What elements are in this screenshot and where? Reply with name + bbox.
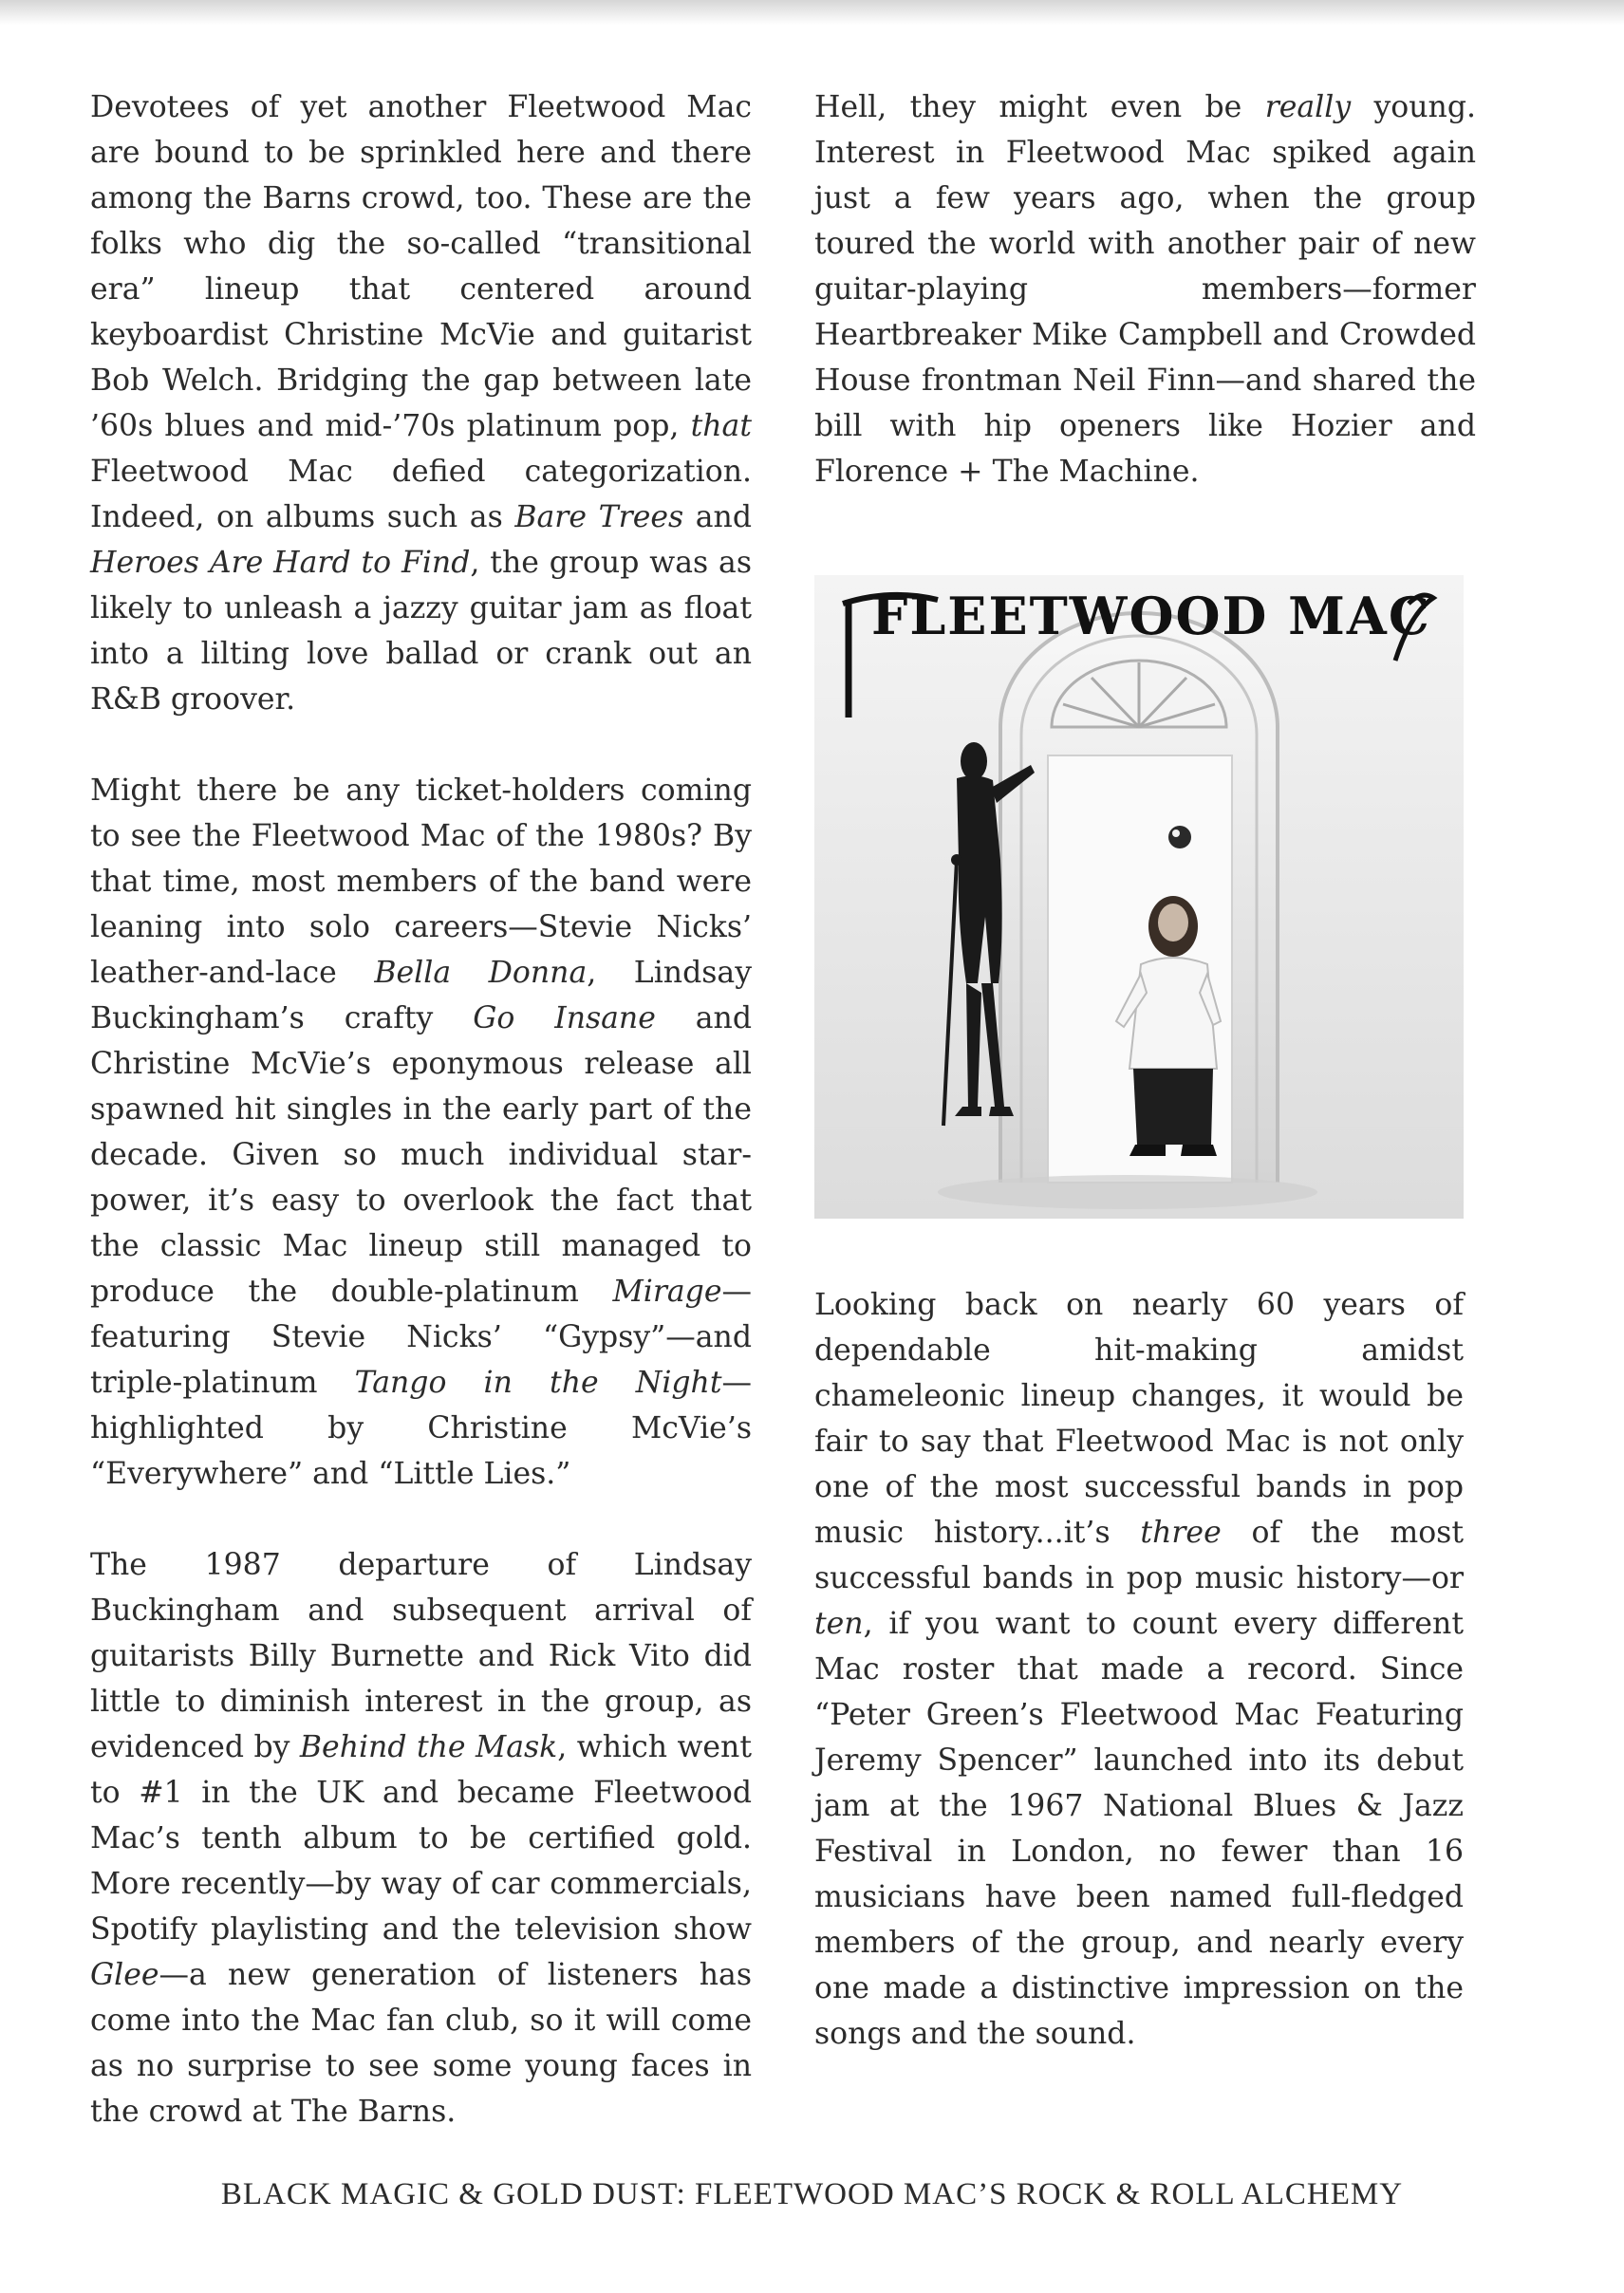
- album-title-mirage: Mirage: [612, 1275, 722, 1309]
- text-run: Looking back on nearly 60 years of dependable hit-making amidst chameleonic lineup changes, it would be fair to say that Fleetwood Mac is not only one of the most successful bands in pop music history...it’s: [814, 1288, 1464, 1550]
- italic-run: three: [1140, 1516, 1222, 1550]
- album-title-behind-the-mask: Behind the Mask: [299, 1730, 558, 1764]
- album-title-bare-trees: Bare Trees: [514, 500, 684, 534]
- text-run: —a new generation of listeners has come into the Mac fan club, so it will come as no surprise to see some young faces in the crowd at The Barns.: [90, 1958, 752, 2129]
- text-run: , Lindsay Buckingham’s crafty: [90, 956, 752, 1035]
- crystal-ball: [1168, 826, 1191, 848]
- album-title-tango: Tango in the Night: [354, 1366, 722, 1400]
- text-run: —highlighted by Christine McVie’s “Everywhere” and “Little Lies.”: [90, 1366, 753, 1491]
- tv-title-glee: Glee: [90, 1958, 159, 1992]
- text-run: and: [683, 500, 752, 534]
- paragraph-young-fans: [814, 84, 1476, 494]
- text-run: Fleetwood Mac defied categorization. Indeed, on albums such as: [90, 455, 752, 534]
- text-run: Might there be any ticket-holders coming to see the Fleetwood Mac of the 1980s? By that time, most members of the band were leaning into solo careers—Stevie Nicks’ leather-and-lace: [90, 774, 752, 990]
- text-run: Hell, they might even be: [814, 90, 1265, 124]
- text-run: young. Interest in Fleetwood Mac spiked again just a few years ago, when the group toured the world with another pair of new guitar-playing members—former Heartbreaker Mike Campbell and Crowded House frontman Neil Finn—and shared the bill with hip openers like Hozier and Florence + The Machine.: [814, 90, 1476, 489]
- album-cover-illustration: [814, 575, 1464, 1219]
- paragraph-1987-departure: [90, 1542, 752, 2135]
- text-run: , which went to #1 in the UK and became Fleetwood Mac’s tenth album to be certified gold. More recently—by way of car commercials, Spotify playlisting and the television show: [90, 1730, 752, 1947]
- left-column: [90, 84, 752, 2135]
- album-title-bella-donna: Bella Donna: [374, 956, 588, 990]
- text-run: The 1987 departure of Lindsay Buckingham and subsequent arrival of guitarists Billy Burnette and Rick Vito did little to diminish interest in the group, as evidenced by: [90, 1548, 752, 1764]
- album-title-go-insane: Go Insane: [473, 1001, 656, 1035]
- running-footer: BLACK MAGIC & GOLD DUST: FLEETWOOD MAC’S ROCK & ROLL ALCHEMY: [220, 2177, 1404, 2211]
- band-logo-text: FLEETWOOD MAC: [871, 586, 1431, 646]
- right-column-top: [814, 84, 1476, 494]
- paragraph-transitional-era: [90, 84, 752, 722]
- text-run: , if you want to count every different Mac roster that made a record. Since “Peter Green’s Fleetwood Mac Featuring Jeremy Spencer” launched into its debut jam at the 1967 National Blues & Jazz Festival in London, no fewer than 16 musicians have been named full-fledged members of the group, and nearly every one made a distinctive impression on the songs and the sound.: [814, 1607, 1464, 2051]
- text-run: Devotees of yet another Fleetwood Mac are bound to be sprinkled here and there among the Barns crowd, too. These are the folks who dig the so-called “transitional era” lineup that centered around keyboardist Christine McVie and guitarist Bob Welch. Bridging the gap between late ’60s blues and mid-’70s platinum pop,: [90, 90, 752, 443]
- italic-run: ten: [814, 1607, 864, 1641]
- italic-run: really: [1264, 90, 1352, 124]
- italic-run: that: [690, 409, 752, 443]
- paragraph-1980s: [90, 768, 752, 1497]
- album-cover-image: [814, 575, 1464, 1219]
- page-top-shadow: [0, 0, 1624, 25]
- text-run: of the most successful bands in pop music history—or: [814, 1516, 1464, 1595]
- album-title-heroes: Heroes Are Hard to Find: [90, 546, 471, 580]
- paragraph-looking-back: [814, 1282, 1464, 2057]
- text-run: and Christine McVie’s eponymous release all spawned hit singles in the early part of the decade. Given so much individual star-power, it’s easy to overlook the fact that the classic Mac lineup still managed to produce the double-platinum: [90, 1001, 752, 1309]
- right-column-bottom: [814, 1282, 1464, 2057]
- text-run: , the group was as likely to unleash a jazzy guitar jam as float into a lilting love ballad or crank out an R&B groover.: [90, 546, 752, 717]
- text-run: —featuring Stevie Nicks’ “Gypsy”—and triple-platinum: [90, 1275, 752, 1400]
